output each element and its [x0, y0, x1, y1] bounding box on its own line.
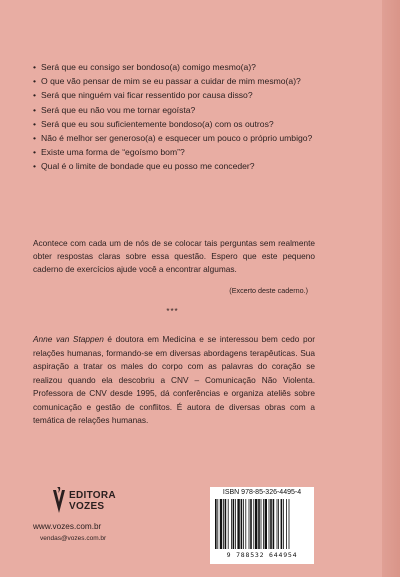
list-item: • O que vão pensar de mim se eu passar a cuidar de mim mesmo(a)?	[33, 74, 318, 88]
list-item: • Será que ninguém vai ficar ressentido por causa disso?	[33, 88, 318, 102]
cover-spine-edge	[382, 0, 400, 577]
list-item: • Será que eu sou suficientemente bondoso(a) com os outros?	[33, 117, 318, 131]
author-name: Anne van Stappen	[33, 334, 104, 344]
question-list	[33, 60, 318, 174]
list-item: • Qual é o limite de bondade que eu posso me conceder?	[33, 159, 318, 173]
excerpt-note: (Excerto deste caderno.)	[229, 286, 308, 295]
publisher-name-line2: VOZES	[69, 501, 105, 512]
vozes-logo-icon	[50, 487, 68, 517]
publisher-logo	[50, 487, 130, 517]
section-separator: ***	[166, 307, 179, 316]
isbn-barcode-box	[210, 487, 314, 564]
intro-paragraph: Acontece com cada um de nós de se colocar tais perguntas sem realmente obter respostas claras sobre essa questão. Espero que este pequeno caderno de exercícios ajude você a encontrar algumas.	[33, 238, 315, 274]
publisher-website[interactable]: www.vozes.com.br	[33, 522, 102, 531]
list-item: • Será que eu não vou me tornar egoísta?	[33, 103, 318, 117]
publisher-email[interactable]: vendas@vozes.com.br	[40, 535, 107, 542]
isbn-label: ISBN 978-85-326-4495-4	[222, 489, 302, 496]
list-item: • Existe uma forma de “egoísmo bom”?	[33, 145, 318, 159]
publisher-name	[69, 490, 116, 512]
barcode-digits: 9 788532 644954	[226, 551, 298, 559]
publisher-name-line1: EDITORA	[69, 490, 116, 501]
list-item: • Não é melhor ser generoso(a) e esquecer um pouco o próprio umbigo?	[33, 131, 318, 145]
author-bio	[33, 333, 315, 428]
author-bio-text: é doutora em Medicina e se interessou bem cedo por relações humanas, formando-se em diversas abordagens terapêuticas. Sua aspiração a tratar os males do corpo com as palavras do coração se realizou quando ela descobriu a CNV – Comunicação Não Violenta. Professora de CNV desde 1995, dá conferências e organiza ateliês sobre comunicação e gestão de conflitos. É autora de diversas obras com a temática de relações humanas.	[33, 334, 315, 425]
list-item: • Será que eu consigo ser bondoso(a) comigo mesmo(a)?	[33, 60, 318, 74]
barcode	[214, 499, 310, 551]
